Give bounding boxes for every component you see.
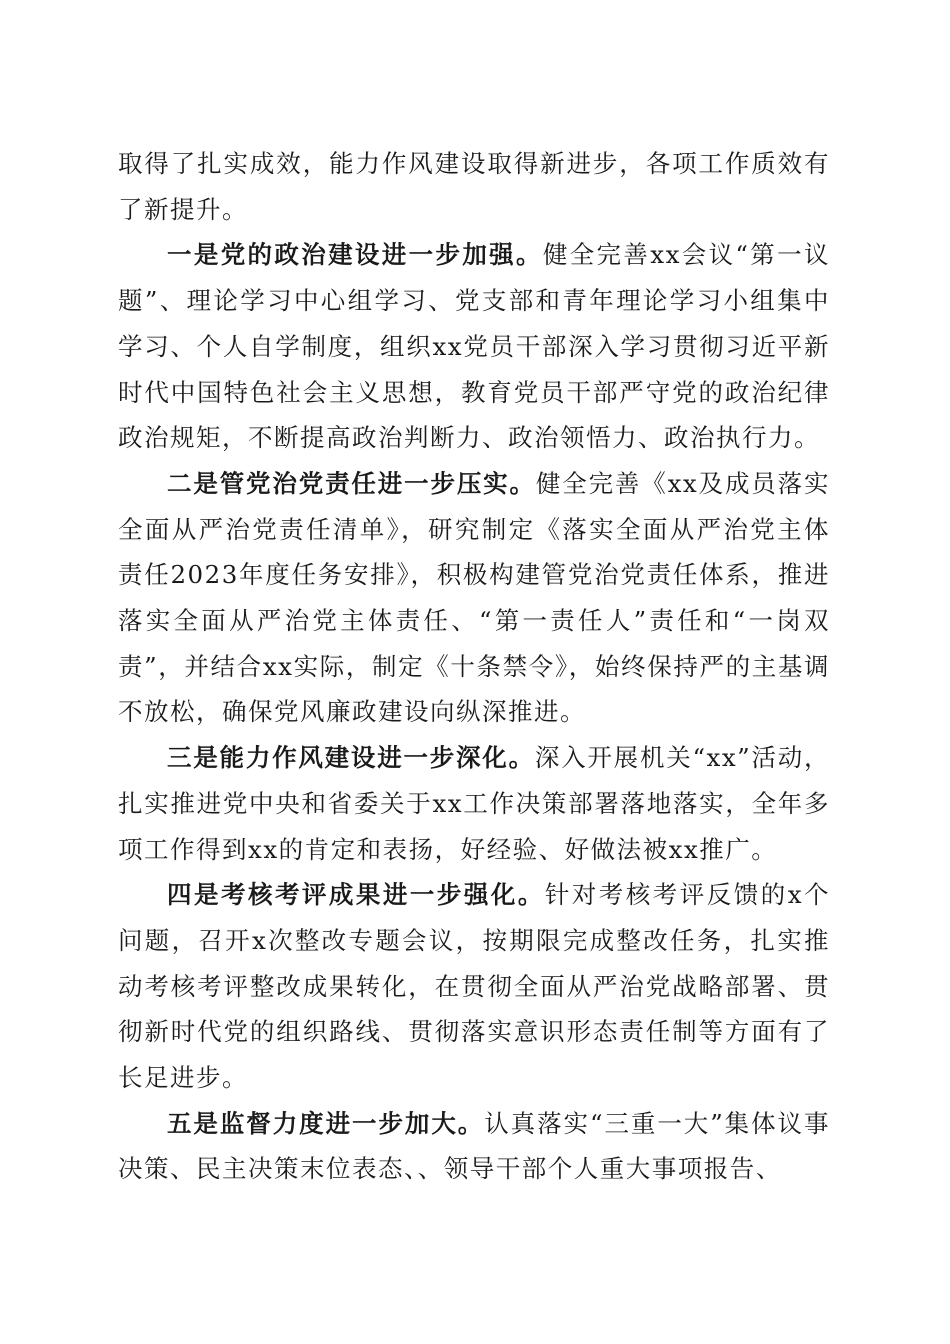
paragraph-political-building — [118, 232, 830, 461]
paragraph-lead: 一是党的政治建设进一步加强。 — [167, 240, 543, 270]
paragraph-text: 取得了扎实成效，能力作风建设取得新进步，各项工作质效有了新提升。 — [118, 149, 830, 224]
document-body — [118, 141, 830, 1192]
paragraph-lead: 二是管党治党责任进一步压实。 — [167, 468, 536, 498]
paragraph-lead: 五是监督力度进一步加大。 — [167, 1108, 485, 1138]
paragraph-responsibility — [118, 461, 830, 735]
paragraph-continuation — [118, 141, 830, 232]
paragraph-text: 认真落实“三重一大”集体议事决策、民主决策末位表态、、领导干部个人重大事项报告、 — [118, 1108, 830, 1184]
paragraph-lead: 三是能力作风建设进一步深化。 — [167, 743, 535, 773]
paragraph-lead: 四是考核考评成果进一步强化。 — [167, 880, 545, 910]
paragraph-text: 健全完善xx会议“第一议题”、理论学习中心组学习、党支部和青年理论学习小组集中学习、个人自学制度，组织xx党员干部深入学习贯彻习近平新时代中国特色社会主义思想，教育党员干部严守党的政治纪律政治规矩，不断提高政治判断力、政治领悟力、政治执行力。 — [118, 240, 830, 453]
paragraph-supervision — [118, 1101, 830, 1192]
paragraph-assessment — [118, 872, 830, 1101]
paragraph-text: 深入开展机关“xx”活动，扎实推进党中央和省委关于xx工作决策部署落地落实，全年多项工作得到xx的肯定和表扬，好经验、好做法被xx推广。 — [118, 743, 830, 864]
paragraph-work-style — [118, 735, 830, 872]
paragraph-text: 健全完善《xx及成员落实全面从严治党责任清单》，研究制定《落实全面从严治党主体责任2023年度任务安排》，积极构建管党治党责任体系，推进落实全面从严治党主体责任、“第一责任人”责任和“一岗双责”，并结合xx实际，制定《十条禁令》，始终保持严的主基调不放松，确保党风廉政建设向纵深推进。 — [118, 468, 830, 727]
paragraph-text: 针对考核考评反馈的x个问题，召开x次整改专题会议，按期限完成整改任务，扎实推动考核考评整改成果转化，在贯彻全面从严治党战略部署、贯彻新时代党的组织路线、贯彻落实意识形态责任制等方面有了长足进步。 — [118, 880, 830, 1093]
